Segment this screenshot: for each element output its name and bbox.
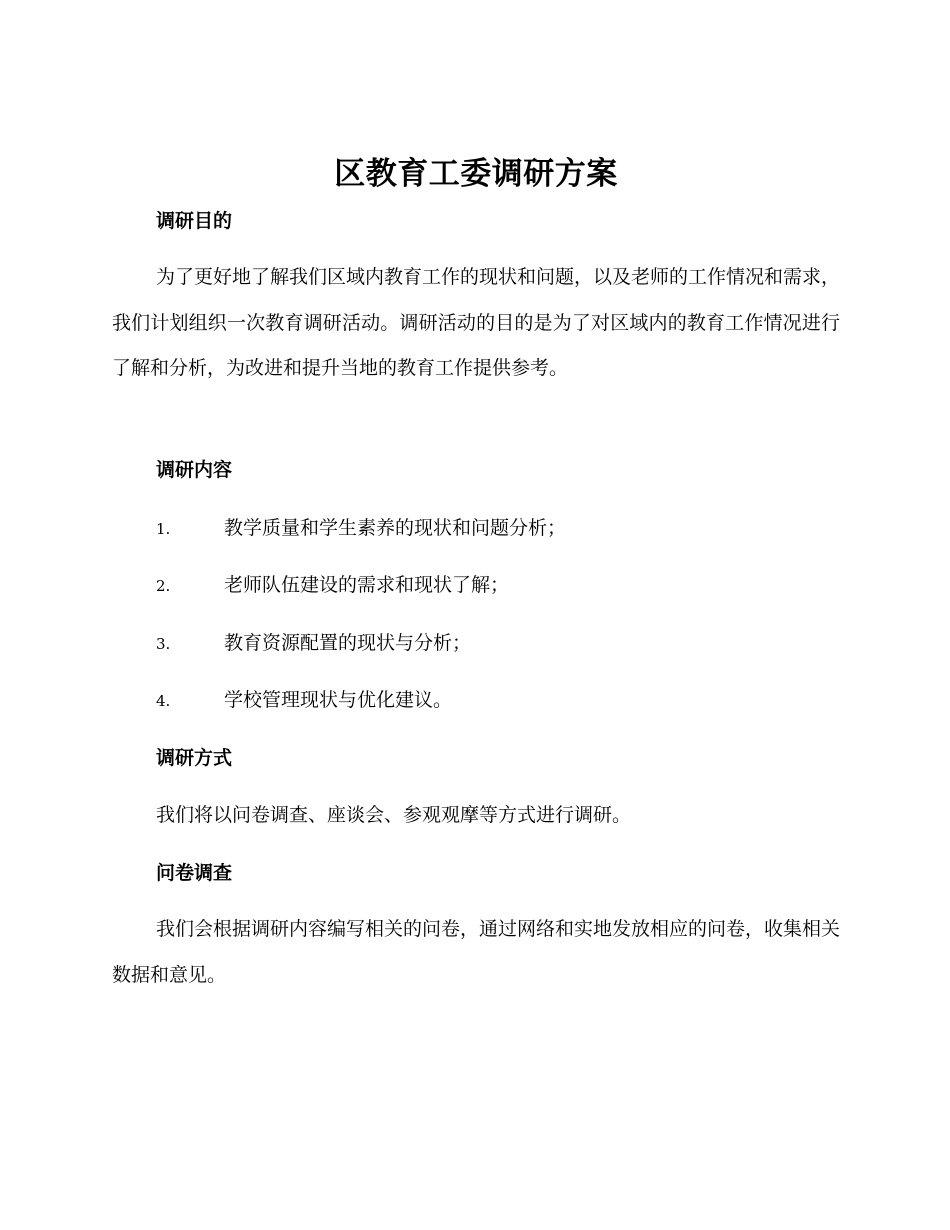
list-item [156,629,840,657]
section-heading-method: 调研方式 [156,747,233,769]
list-item [156,514,840,542]
list-item-number: 4. [156,692,171,710]
section-heading-content: 调研内容 [156,459,233,481]
list-item-text: 学校管理现状与优化建议。 [224,689,453,711]
list-item-text: 老师队伍建设的需求和现状了解； [224,574,510,596]
list-item-number: 2. [156,577,171,595]
section-heading-survey: 问卷调查 [156,862,233,884]
list-item-text: 教学质量和学生素养的现状和问题分析； [224,517,567,539]
list-item [156,686,840,714]
list-item-text: 教育资源配置的现状与分析； [224,632,472,654]
list-item [156,571,840,599]
document-title: 区教育工委调研方案 [334,156,618,192]
survey-paragraph: 我们会根据调研内容编写相关的问卷，通过网络和实地发放相应的问卷，收集相关数据和意见。 [112,918,841,986]
list-item-number: 3. [156,635,171,653]
list-item-number: 1. [156,520,171,538]
section-heading-purpose: 调研目的 [156,210,233,232]
purpose-paragraph: 为了更好地了解我们区域内教育工作的现状和问题，以及老师的工作情况和需求，我们计划组织一次教育调研活动。调研活动的目的是为了对区域内的教育工作情况进行了解和分析，为改进和提升当地的教育工作提供参考。 [112,266,841,379]
method-paragraph: 我们将以问卷调查、座谈会、参观观摩等方式进行调研。 [156,804,632,826]
